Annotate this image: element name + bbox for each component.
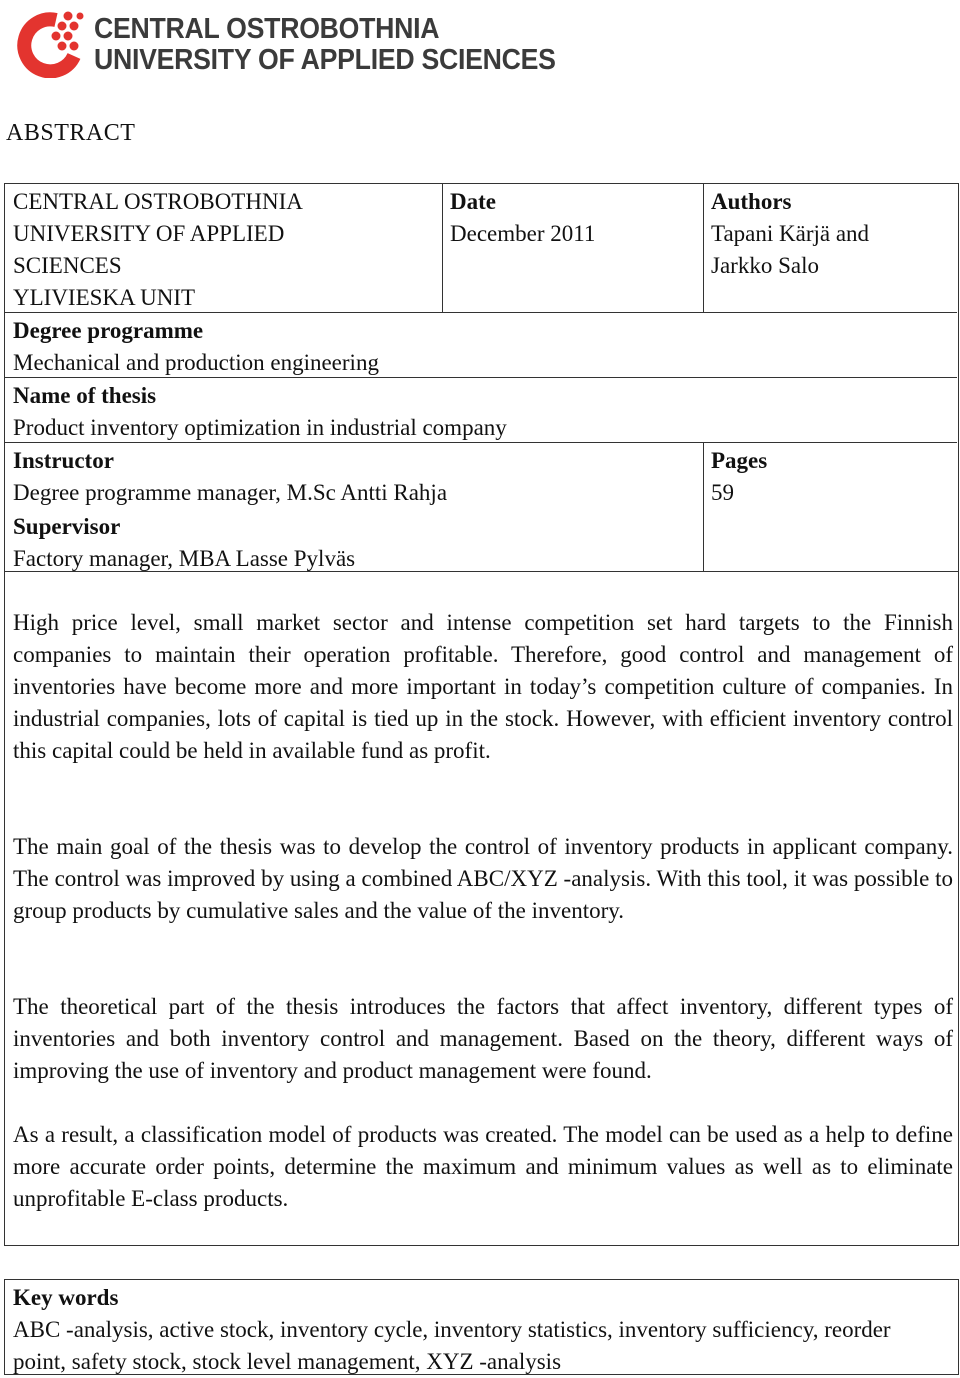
page-title: ABSTRACT	[6, 120, 136, 146]
date-label: Date	[450, 189, 496, 214]
abstract-paragraph: As a result, a classification model of products was created. The model can be used as a help to define more accurate order points, determine the maximum and minimum values as well as to eliminate unprofitable E-class products.	[13, 1122, 953, 1211]
date-cell	[442, 186, 703, 250]
instructor-value: Degree programme manager, M.Sc Antti Rahja	[13, 480, 448, 505]
university-logo-wordmark	[94, 14, 556, 76]
keywords-value: ABC -analysis, active stock, inventory cycle, inventory statistics, inventory sufficiency, reorder point, safety stock, stock level management, XYZ -analysis	[13, 1317, 891, 1374]
degree-cell	[5, 315, 957, 379]
abstract-paragraph: The theoretical part of the thesis introduces the factors that affect inventory, different types of inventories and both inventory control and management. Based on the theory, different ways of improving the use of inventory and product management were found.	[13, 994, 953, 1083]
logo-line-2: UNIVERSITY OF APPLIED SCIENCES	[94, 44, 556, 76]
instructor-cell	[5, 445, 703, 575]
institution-line: YLIVIESKA UNIT	[13, 285, 196, 310]
logo-line-1: CENTRAL OSTROBOTHNIA	[94, 13, 440, 45]
pages-value: 59	[711, 480, 734, 505]
thesis-name-cell	[5, 380, 957, 444]
keywords-box	[4, 1279, 959, 1375]
authors-line: Jarkko Salo	[711, 253, 819, 278]
abstract-body	[4, 571, 959, 1246]
pages-cell	[703, 445, 957, 509]
institution-line: UNIVERSITY OF APPLIED	[13, 221, 285, 246]
thesis-name-label: Name of thesis	[13, 383, 157, 408]
institution-line: CENTRAL OSTROBOTHNIA	[13, 189, 303, 214]
thesis-info-table	[4, 183, 959, 572]
institution-cell	[5, 186, 442, 314]
abstract-paragraph: The main goal of the thesis was to develop the control of inventory products in applicant company. The control was improved by using a combined ABC/XYZ -analysis. With this tool, it was possible to group products by cumulative sales and the value of the inventory.	[13, 834, 953, 923]
supervisor-label: Supervisor	[13, 514, 121, 539]
degree-label: Degree programme	[13, 318, 204, 343]
institution-line: SCIENCES	[13, 253, 122, 278]
degree-value: Mechanical and production engineering	[13, 350, 379, 375]
instructor-label: Instructor	[13, 448, 114, 473]
university-logo	[16, 8, 556, 84]
keywords-label: Key words	[13, 1285, 119, 1310]
authors-cell	[703, 186, 957, 282]
pages-label: Pages	[711, 448, 768, 473]
date-value: December 2011	[450, 221, 596, 246]
thesis-name-value: Product inventory optimization in industrial company	[13, 415, 507, 440]
university-logo-icon	[16, 8, 84, 78]
supervisor-value: Factory manager, MBA Lasse Pylväs	[13, 546, 356, 571]
authors-label: Authors	[711, 189, 792, 214]
abstract-paragraph: High price level, small market sector and intense competition set hard targets to the Finnish companies to maintain their operation profitable. Therefore, good control and management of inventories have become more and more important in today’s competition culture of companies. In industrial companies, lots of capital is tied up in the stock. However, with efficient inventory control this capital could be held in available fund as profit.	[13, 610, 953, 763]
authors-line: Tapani Kärjä and	[711, 221, 870, 246]
